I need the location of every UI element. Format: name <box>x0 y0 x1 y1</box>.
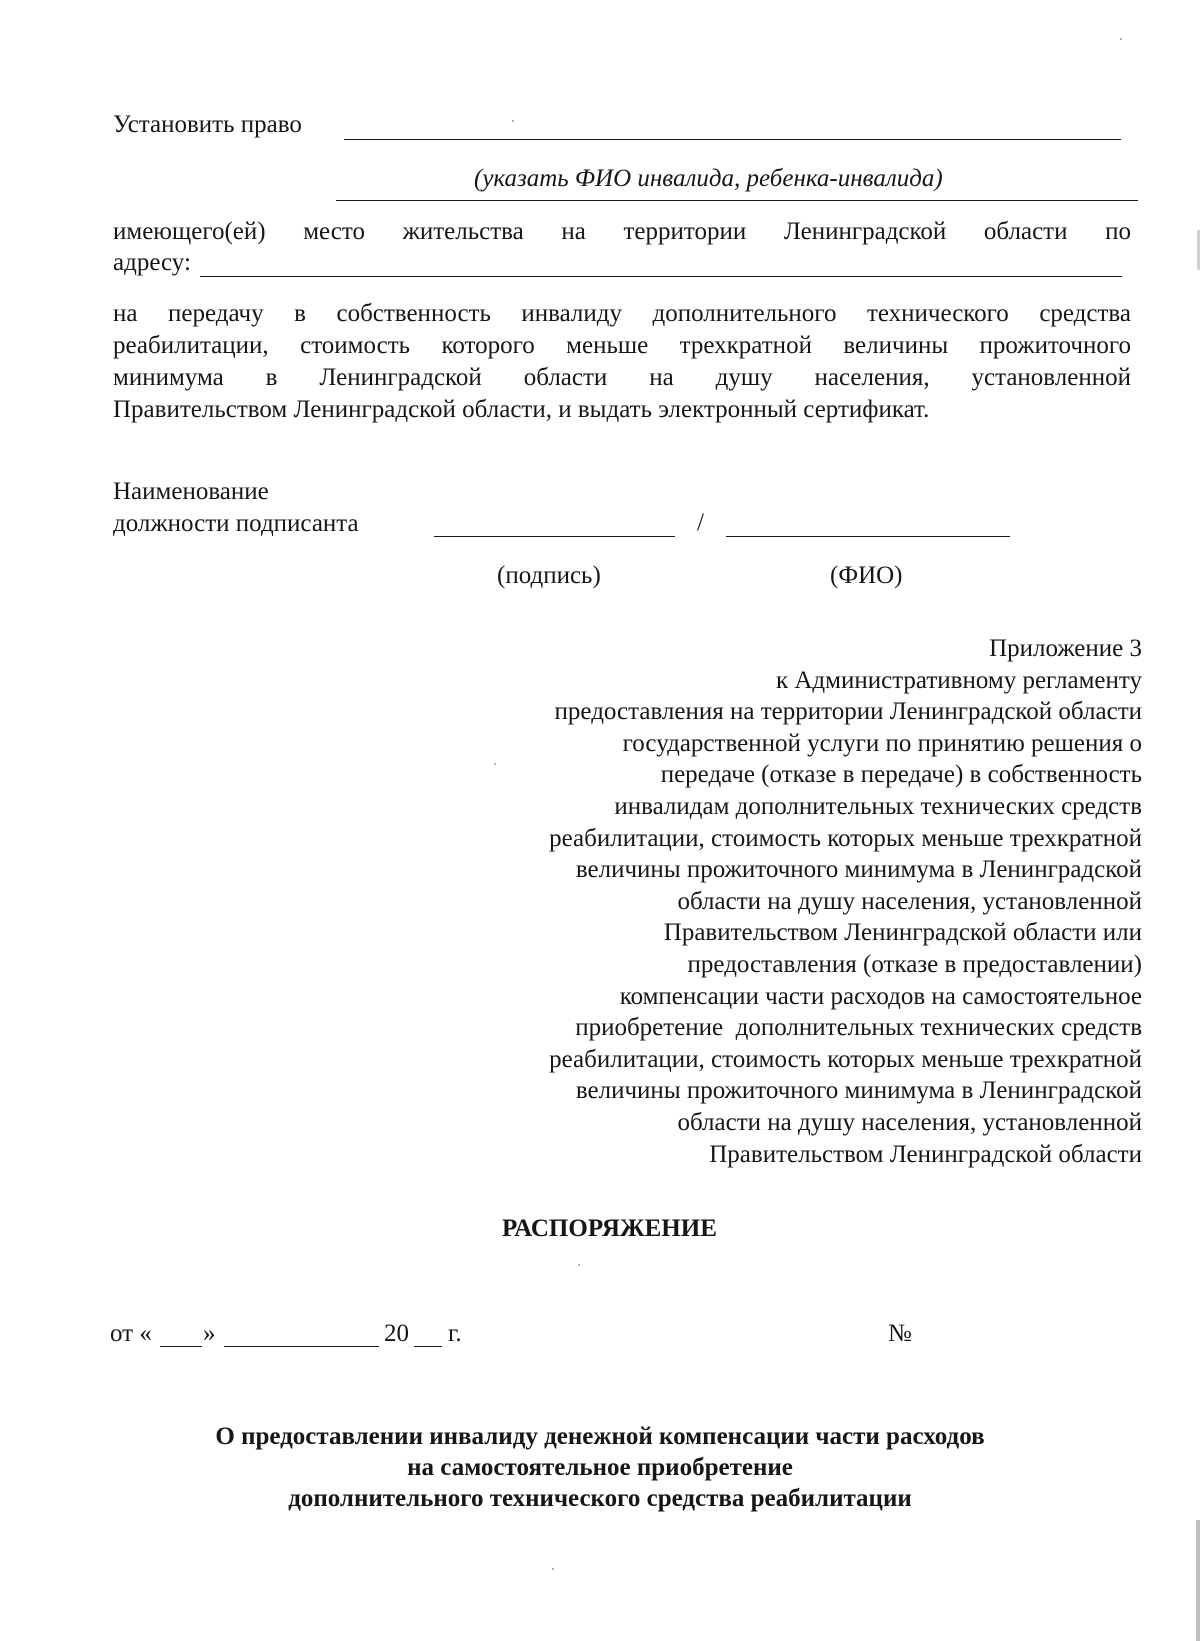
appendix-line: реабилитации, стоимость которых меньше трехкратной <box>549 1045 1142 1073</box>
year-blank <box>414 1346 442 1347</box>
appendix-line: области на душу населения, установленной <box>677 887 1142 915</box>
appendix-line: области на душу населения, установленной <box>677 1108 1142 1136</box>
appendix-line: инвалидам дополнительных технических средств <box>614 792 1142 820</box>
scan-speck <box>578 1264 580 1266</box>
address-label: адресу: <box>113 249 191 276</box>
order-subject-line: О предоставлении инвалиду денежной компенсации части расходов <box>215 1423 985 1450</box>
year-prefix: 20 <box>384 1320 409 1347</box>
address-blank <box>200 276 1122 277</box>
appendix-reference <box>442 633 1142 1170</box>
number-sign: № <box>888 1320 912 1347</box>
scan-speck <box>552 1568 554 1570</box>
transfer-paragraph-line: Правительством Ленинградской области, и выдать электронный сертификат. <box>113 396 930 423</box>
residence-line: имеющего(ей) место жительства на территории Ленинградской области по <box>113 218 1131 245</box>
signer-position-line: должности подписанта <box>113 510 359 537</box>
appendix-line: компенсации части расходов на самостоятельное <box>619 982 1142 1010</box>
signer-position-line: Наименование <box>113 478 269 505</box>
appendix-line: реабилитации, стоимость которых меньше трехкратной <box>549 824 1142 852</box>
signature-caption: (подпись) <box>497 562 601 589</box>
fio-hint: (указать ФИО инвалида, ребенка-инвалида) <box>474 165 943 192</box>
order-subject-line: на самостоятельное приобретение <box>407 1454 793 1481</box>
signature-slash: / <box>697 509 704 536</box>
appendix-line: приобретение дополнительных технических средств <box>575 1014 1142 1042</box>
establish-right-label: Установить право <box>113 111 302 138</box>
scan-edge-mark <box>1196 1520 1200 1641</box>
transfer-paragraph-line: минимума в Ленинградской области на душу населения, установленной <box>113 364 1131 391</box>
date-prefix: от « <box>110 1320 152 1347</box>
year-suffix: г. <box>448 1320 462 1347</box>
transfer-paragraph-line: на передачу в собственность инвалиду дополнительного технического средства <box>113 300 1131 327</box>
appendix-line: предоставления (отказе в предоставлении) <box>687 950 1142 978</box>
hint-underline <box>336 200 1138 201</box>
beneficiary-name-blank <box>344 139 1121 140</box>
appendix-line: величины прожиточного минимума в Ленинградской <box>575 1077 1142 1105</box>
day-blank <box>160 1346 202 1347</box>
order-heading: РАСПОРЯЖЕНИЕ <box>502 1215 717 1242</box>
scan-speck <box>1120 38 1122 40</box>
scan-speck <box>512 120 514 122</box>
appendix-line: величины прожиточного минимума в Ленинградской <box>575 856 1142 884</box>
fio-blank <box>726 536 1010 537</box>
fio-caption: (ФИО) <box>830 562 903 589</box>
date-mid: » <box>203 1320 216 1347</box>
appendix-line: Правительством Ленинградской области или <box>663 919 1142 947</box>
appendix-line: государственной услуги по принятию решения о <box>622 729 1142 757</box>
transfer-paragraph-line: реабилитации, стоимость которого меньше трехкратной величины прожиточного <box>113 332 1131 359</box>
month-blank <box>224 1346 379 1347</box>
order-subject-line: дополнительного технического средства реабилитации <box>288 1485 912 1512</box>
appendix-line: к Административному регламенту <box>775 666 1142 694</box>
order-subject <box>0 1421 1200 1514</box>
signature-blank <box>434 536 675 537</box>
appendix-line: предоставления на территории Ленинградской области <box>554 698 1142 726</box>
appendix-line: передаче (отказе в передаче) в собственность <box>660 761 1142 789</box>
appendix-line: Правительством Ленинградской области <box>709 1140 1142 1168</box>
appendix-line: Приложение 3 <box>989 635 1142 662</box>
